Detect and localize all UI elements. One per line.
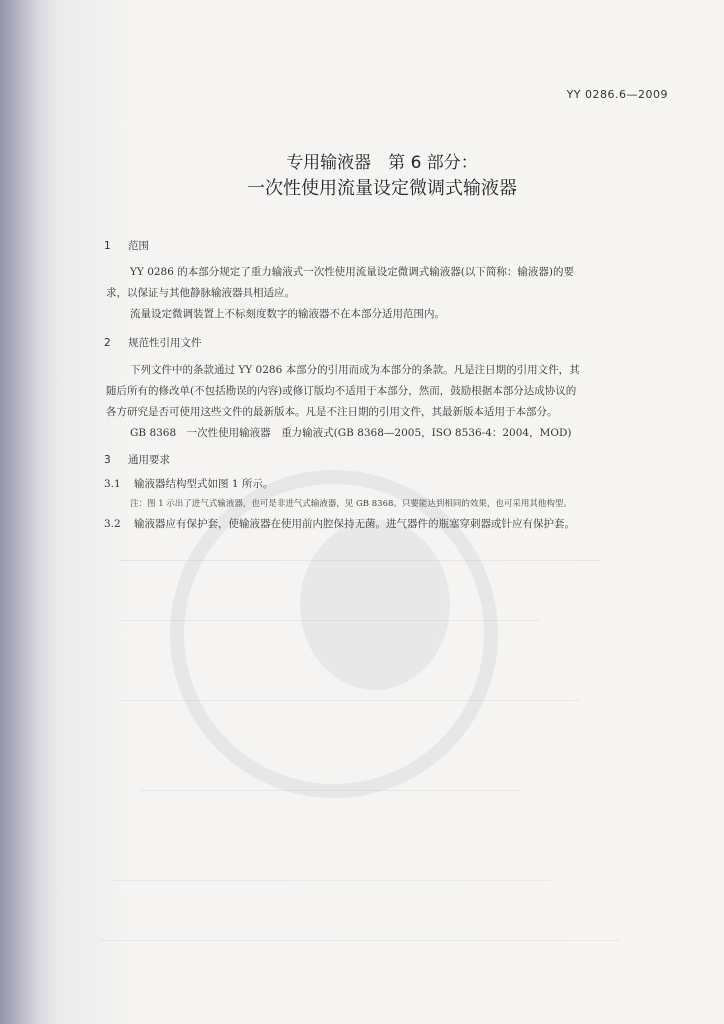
clause-3-1 xyxy=(104,474,273,495)
section-title: 通用要求 xyxy=(128,454,170,466)
paragraph: 随后所有的修改单(不包括勘误的内容)或修订版均不适用于本部分，然而，鼓励根据本部分达成协议的 xyxy=(106,385,577,397)
bleed-through-line xyxy=(140,790,520,791)
bleed-through-shape xyxy=(300,520,450,690)
paragraph: 流量设定微调装置上不标刻度数字的输液器不在本部分适用范围内。 xyxy=(130,308,445,320)
section-1-heading xyxy=(104,238,149,253)
paragraph: 求，以保证与其他静脉输液器具相适应。 xyxy=(106,287,295,299)
title-line-2: 一次性使用流量设定微调式输液器 xyxy=(247,178,517,199)
section-2-heading xyxy=(104,335,202,350)
clause-number: 3.2 xyxy=(104,518,121,530)
section-title: 范围 xyxy=(128,240,149,252)
section-3-heading xyxy=(104,452,170,467)
title-line-1: 专用输液器 第 6 部分： xyxy=(286,153,478,173)
section-number: 3 xyxy=(104,454,111,466)
clause-text: 输液器应有保护套，使输液器在使用前内腔保持无菌。进气器件的瓶塞穿刺器或针应有保护套。 xyxy=(134,518,575,530)
section-number: 2 xyxy=(104,337,111,349)
bleed-through-line xyxy=(110,880,550,881)
section-title: 规范性引用文件 xyxy=(128,337,202,349)
note: 注：图 1 示出了进气式输液器，也可是非进气式输液器，见 GB 8368。只要能达到相同的效果，也可采用其他构型。 xyxy=(130,499,572,509)
reference-entry: GB 8368 一次性使用输液器 重力输液式(GB 8368—2005，ISO 8536-4：2004，MOD) xyxy=(130,427,572,439)
bleed-through-line xyxy=(100,940,620,941)
bleed-through-line xyxy=(120,620,540,621)
bleed-through-line xyxy=(120,560,600,561)
paragraph: 各方研究是否可使用这些文件的最新版本。凡是不注日期的引用文件，其最新版本适用于本部分。 xyxy=(106,406,558,418)
clause-text: 输液器结构型式如图 1 所示。 xyxy=(134,478,274,490)
standard-number: YY 0286.6—2009 xyxy=(566,88,668,101)
clause-number: 3.1 xyxy=(104,478,121,490)
bleed-through-line xyxy=(120,700,580,701)
paragraph: YY 0286 的本部分规定了重力输液式一次性使用流量设定微调式输液器(以下简称：输液器)的要 xyxy=(130,266,574,278)
clause-3-2 xyxy=(104,514,575,535)
section-number: 1 xyxy=(104,240,111,252)
paragraph: 下列文件中的条款通过 YY 0286 本部分的引用而成为本部分的条款。凡是注日期的引用文件，其 xyxy=(130,364,580,376)
